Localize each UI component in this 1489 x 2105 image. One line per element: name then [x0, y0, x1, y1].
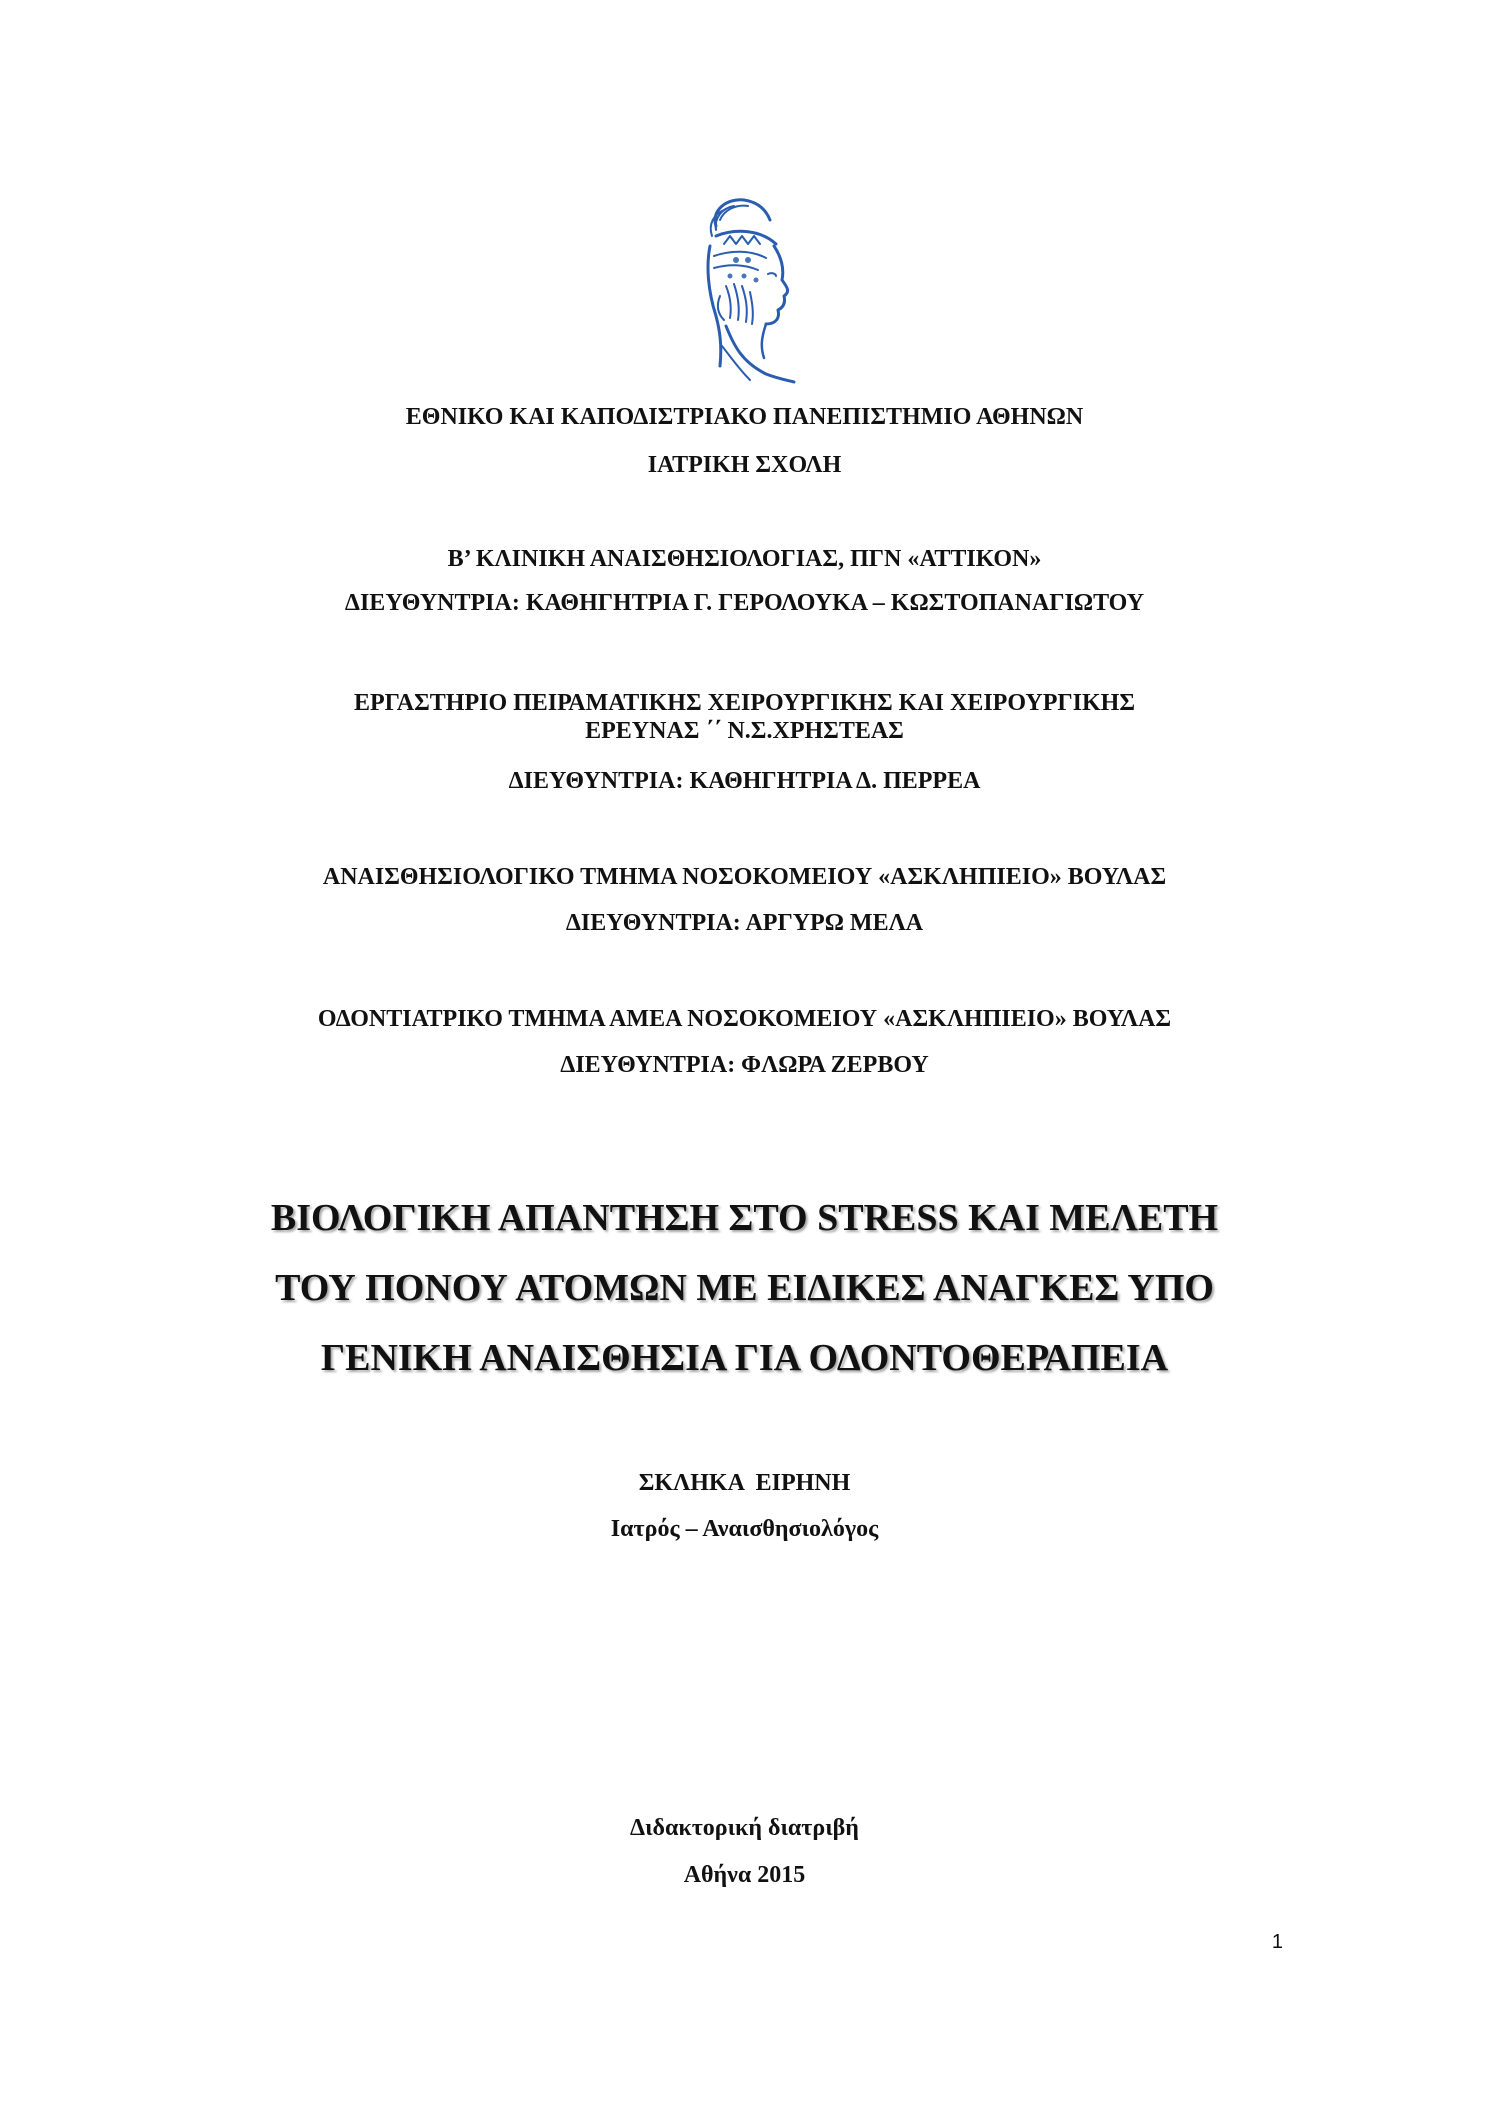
affiliation-3-name: ΑΝΑΙΣΘΗΣΙΟΛΟΓΙΚΟ ΤΜΗΜΑ ΝΟΣΟΚΟΜΕΙΟΥ «ΑΣΚΛΗΠΙΕΙΟ» ΒΟΥΛΑΣ — [322, 864, 1167, 890]
place-and-year: Αθήνα 2015 — [683, 1862, 806, 1888]
affiliation-2-name-cont: ΕΡΕΥΝΑΣ ΄΄ Ν.Σ.ΧΡΗΣΤΕΑΣ — [585, 718, 904, 744]
thesis-title-line-3: ΓΕΝΙΚΗ ΑΝΑΙΣΘΗΣΙΑ ΓΙΑ ΟΔΟΝΤΟΘΕΡΑΠΕΙΑ — [320, 1337, 1169, 1379]
affiliation-1-director: ΔΙΕΥΘΥΝΤΡΙΑ: ΚΑΘΗΓΗΤΡΙΑ Γ. ΓΕΡΟΛΟΥΚΑ – ΚΩΣΤΟΠΑΝΑΓΙΩΤΟΥ — [344, 590, 1145, 616]
author-name: ΣΚΛΗΚΑ ΕΙΡΗΝΗ — [638, 1470, 851, 1496]
thesis-title-line-1: ΒΙΟΛΟΓΙΚΗ ΑΠΑΝΤΗΣΗ ΣΤΟ STRESS ΚΑΙ ΜΕΛΕΤΗ — [270, 1197, 1219, 1239]
thesis-type: Διδακτορική διατριβή — [630, 1815, 859, 1841]
author-role: Ιατρός – Αναισθησιολόγος — [610, 1516, 879, 1542]
affiliation-1-name: Β’ ΚΛΙΝΙΚΗ ΑΝΑΙΣΘΗΣΙΟΛΟΓΙΑΣ, ΠΓΝ «ΑΤΤΙΚΟΝ» — [447, 546, 1042, 572]
affiliation-2-director: ΔΙΕΥΘΥΝΤΡΙΑ: ΚΑΘΗΓΗΤΡΙΑ Δ. ΠΕΡΡΕΑ — [508, 768, 981, 794]
athena-head-logo-icon — [686, 196, 806, 386]
affiliation-2-name: ΕΡΓΑΣΤΗΡΙΟ ΠΕΙΡΑΜΑΤΙΚΗΣ ΧΕΙΡΟΥΡΓΙΚΗΣ ΚΑΙ ΧΕΙΡΟΥΡΓΙΚΗΣ — [353, 690, 1136, 716]
affiliation-4-name: ΟΔΟΝΤΙΑΤΡΙΚΟ ΤΜΗΜΑ ΑΜΕΑ ΝΟΣΟΚΟΜΕΙΟΥ «ΑΣΚΛΗΠΙΕΙΟ» ΒΟΥΛΑΣ — [317, 1006, 1172, 1032]
affiliation-4-director: ΔΙΕΥΘΥΝΤΡΙΑ: ΦΛΩΡΑ ΖΕΡΒΟΥ — [560, 1052, 929, 1078]
thesis-title-line-2: ΤΟΥ ΠΟΝΟΥ ΑΤΟΜΩΝ ΜΕ ΕΙΔΙΚΕΣ ΑΝΑΓΚΕΣ ΥΠΟ — [275, 1267, 1214, 1309]
page-number: 1 — [1271, 1931, 1283, 1953]
university-name: ΕΘΝΙΚΟ ΚΑΙ ΚΑΠΟΔΙΣΤΡΙΑΚΟ ΠΑΝΕΠΙΣΤΗΜΙΟ ΑΘΗΝΩΝ — [405, 404, 1084, 430]
school-name: ΙΑΤΡΙΚΗ ΣΧΟΛΗ — [647, 452, 842, 478]
affiliation-3-director: ΔΙΕΥΘΥΝΤΡΙΑ: ΑΡΓΥΡΩ ΜΕΛΑ — [565, 910, 924, 936]
